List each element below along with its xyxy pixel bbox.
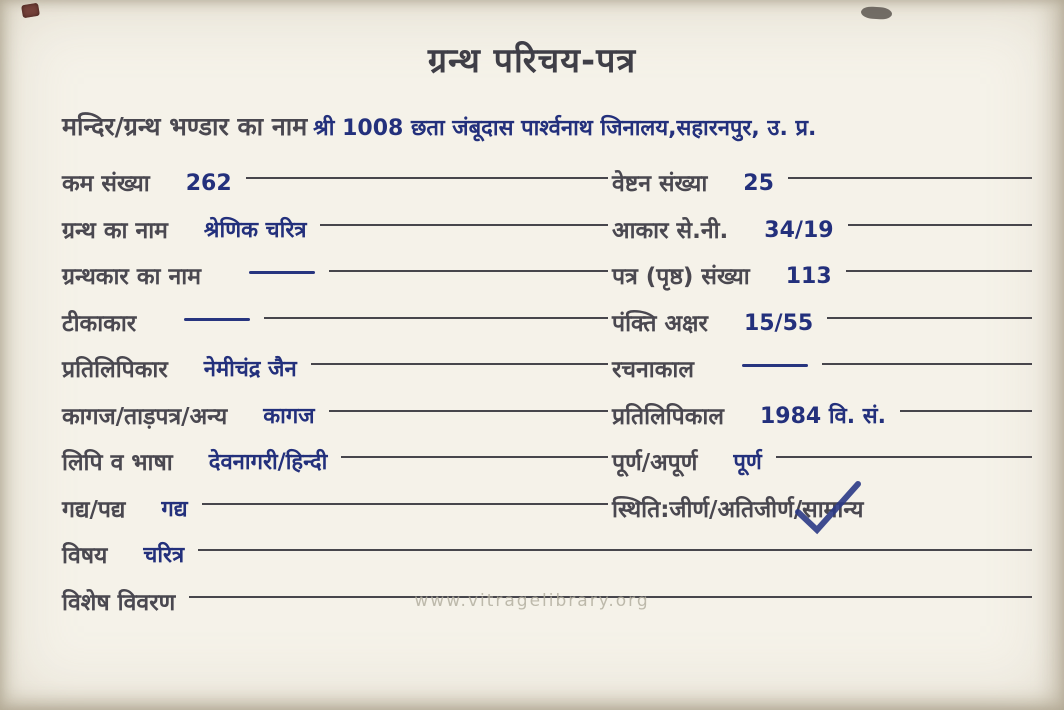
form-row	[0, 489, 1064, 536]
form-row	[0, 303, 1064, 350]
blank-dash	[249, 271, 315, 274]
rule-line	[341, 456, 608, 458]
field-value: चरित्र	[143, 543, 185, 568]
field-bundle-number	[612, 163, 1036, 205]
field-value: 25	[743, 171, 774, 196]
form-row	[0, 210, 1064, 257]
field-label: लिपि व भाषा	[62, 450, 173, 476]
field-serial-number	[62, 163, 612, 205]
rule-line	[329, 410, 608, 412]
scan-artifact-top-left	[21, 3, 40, 18]
field-value: देवनागरी/हिन्दी	[208, 450, 328, 475]
field-value: नेमीचंद्र जैन	[203, 357, 297, 382]
watermark: www.vitragelibrary.org	[414, 591, 650, 611]
field-repository-name	[62, 106, 1040, 150]
field-copy-date	[612, 396, 1036, 438]
rule-line	[788, 177, 1032, 179]
rule-line	[329, 270, 608, 272]
field-lines-letters	[612, 303, 1036, 345]
field-label: पत्र (पृष्ठ) संख्या	[612, 264, 750, 290]
field-page-count	[612, 256, 1036, 298]
field-label: कम संख्या	[62, 171, 150, 197]
form-row	[0, 442, 1064, 489]
blank-dash	[742, 364, 808, 367]
rule-line	[311, 363, 608, 365]
rule-line	[827, 317, 1032, 319]
field-label: पूर्ण/अपूर्ण	[612, 450, 698, 476]
field-label: कागज/ताड़पत्र/अन्य	[62, 403, 228, 430]
field-script-language	[62, 442, 612, 484]
field-label: सामान्य	[802, 496, 864, 523]
rule-line	[776, 456, 1032, 458]
field-label: वेष्टन संख्या	[612, 171, 708, 197]
field-complete-status	[612, 442, 1036, 484]
rule-line	[198, 549, 1032, 551]
form-row	[0, 163, 1064, 210]
field-value: पूर्ण	[733, 450, 762, 475]
field-label: प्रतिलिपिकाल	[612, 403, 724, 430]
field-value: 113	[785, 264, 832, 289]
field-label: टीकाकार	[62, 310, 137, 337]
rule-line	[320, 224, 608, 226]
field-size-cm	[612, 210, 1036, 252]
blank-dash	[184, 318, 250, 321]
field-value: कागज	[263, 403, 315, 429]
field-label: स्थिति:जीर्ण/अतिजीर्ण/	[612, 496, 803, 523]
field-book-name	[62, 210, 612, 252]
rule-line	[264, 317, 608, 319]
field-label: मन्दिर/ग्रन्थ भण्डार का नाम	[62, 112, 308, 141]
field-value: 262	[185, 171, 232, 196]
field-value: गद्य	[161, 496, 188, 522]
field-label: ग्रन्थकार का नाम	[62, 264, 201, 290]
rule-line	[900, 410, 1032, 412]
rule-line	[848, 224, 1032, 226]
field-condition	[612, 489, 1036, 531]
scan-artifact-top-right	[861, 6, 893, 20]
field-label: आकार से.नी.	[612, 217, 729, 244]
field-value: श्री 1008 छता जंबूदास पार्श्वनाथ जिनालय,सहारनपुर, उ. प्र.	[313, 116, 817, 141]
field-value: 34/19	[764, 217, 834, 243]
field-label: रचनाकाल	[612, 357, 694, 383]
field-label: गद्य/पद्य	[62, 496, 126, 523]
form-row	[0, 349, 1064, 396]
field-label: प्रतिलिपिकार	[62, 357, 168, 383]
field-label: विषय	[62, 543, 108, 569]
rule-line	[246, 177, 608, 179]
form-row	[0, 396, 1064, 443]
field-value: 1984 वि. सं.	[759, 403, 887, 429]
field-value: 15/55	[743, 310, 814, 336]
field-composition-date	[612, 349, 1036, 391]
field-material	[62, 396, 612, 438]
field-subject	[62, 535, 1036, 577]
rule-line	[202, 503, 608, 505]
field-prose-verse	[62, 489, 612, 531]
field-commentator	[62, 303, 612, 345]
form-row	[0, 256, 1064, 303]
field-label: विशेष विवरण	[62, 589, 176, 616]
field-author-name	[62, 256, 612, 298]
rule-line	[846, 270, 1032, 272]
form-row	[0, 535, 1064, 582]
field-value: श्रेणिक चरित्र	[203, 217, 307, 243]
field-scribe	[62, 349, 612, 391]
page-title: ग्रन्थ परिचय-पत्र	[427, 41, 637, 81]
form-rows	[0, 163, 1064, 628]
rule-line	[822, 363, 1032, 365]
condition-checked-option	[802, 489, 863, 531]
field-label: पंक्ति अक्षर	[612, 310, 708, 337]
field-label: ग्रन्थ का नाम	[62, 217, 168, 244]
